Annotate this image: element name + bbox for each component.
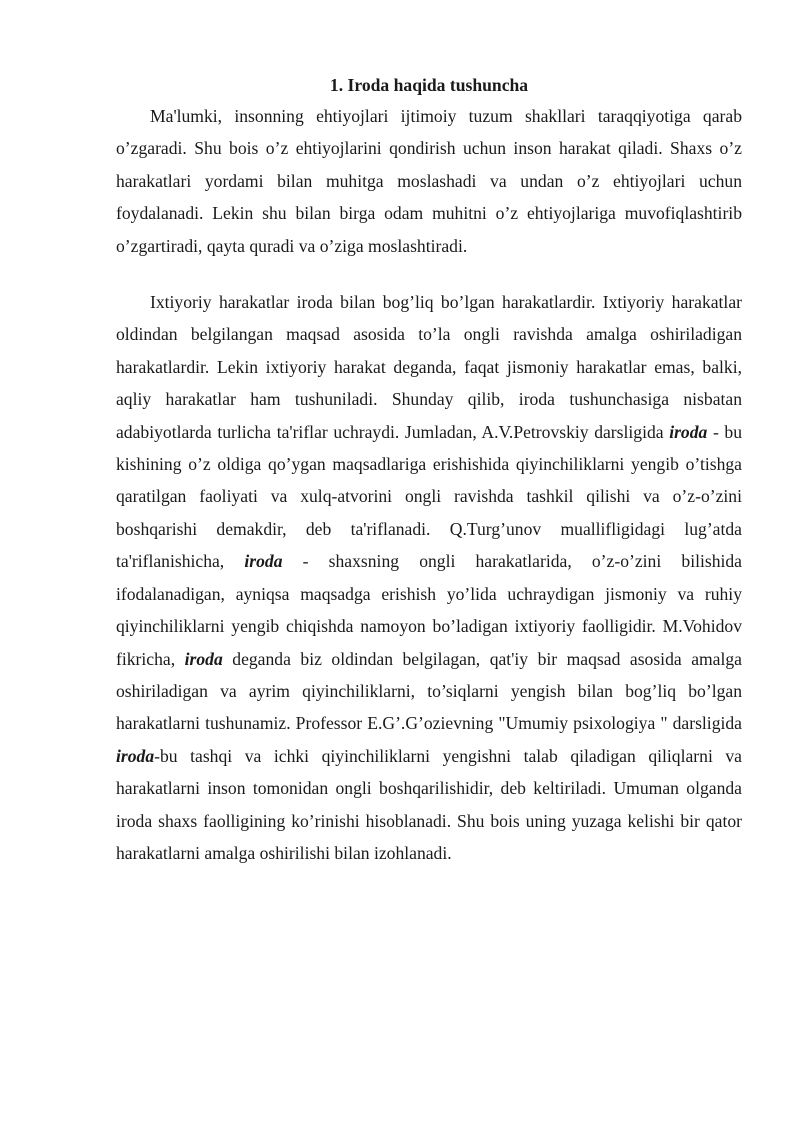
- paragraph-2-text-3: - shaxsning ongli harakatlarida, o’z-o’zini bilishida ifodalanadigan, ayniqsa maqsadga erishish yo’lida uchraydigan jismoniy va ruhiy qiyinchiliklarni yengib chiqishda namoyon bo’ladigan ixtiyoriy faolligidir. M.Vohidov fikricha,: [116, 551, 742, 669]
- document-page: [116, 72, 742, 869]
- paragraph-2-text-4: deganda biz oldindan belgilagan, qat'iy bir maqsad asosida amalga oshiriladigan va ayrim qiyinchiliklarni, to’siqlarni yengish bilan bog’liq bo’lgan harakatlarni tushunamiz. Professor E.G’.G’ozievning "Umumiy psixologiya " darsligida: [116, 648, 742, 734]
- term-iroda-2: iroda: [244, 551, 283, 572]
- paragraph-2: [116, 286, 742, 869]
- paragraph-2-text-5: -bu tashqi va ichki qiyinchiliklarni yengishni talab qiladigan qiliqlarni va harakatlarni inson tomonidan ongli boshqarilishidir, deb keltiriladi. Umuman olganda iroda shaxs faolligining ko’rinishi hisoblanadi. Shu bois uning yuzaga kelishi bir qator harakatlarni amalga oshirilishi bilan izohlanadi.: [116, 745, 742, 863]
- paragraph-1: Ma'lumki, insonning ehtiyojlari ijtimoiy tuzum shakllari taraqqiyotiga qarab o’zgaradi. Shu bois o’z ehtiyojlarini qondirish uchun inson harakat qiladi. Shaxs o’z harakatlari yordami bilan muhitga moslashadi va undan o’z ehtiyojlari uchun foydalanadi. Lekin shu bilan birga odam muhitni o’z ehtiyojlariga muvofiqlashtirib o’zgartiradi, qayta quradi va o’ziga moslashtiradi.: [116, 106, 742, 256]
- paragraph-2-text-1: Ixtiyoriy harakatlar iroda bilan bog’liq bo’lgan harakatlardir. Ixtiyoriy harakatlar oldindan belgilangan maqsad asosida to’la ongli ravishda amalga oshiriladigan harakatlardir. Lekin ixtiyoriy harakat deganda, faqat jismoniy harakatlar emas, balki, aqliy harakatlar ham tushuniladi. Shunday qilib, iroda tushunchasiga nisbatan adabiyotlarda turlicha ta'riflar uchraydi. Jumladan, A.V.Petrovskiy darsligida: [116, 292, 742, 442]
- paragraph-2-text-2: - bu kishining o’z oldiga qo’ygan maqsadlariga erishishida qiyinchiliklarni yengib o’tishga qaratilgan faoliyati va xulq-atvorini ongli ravishda tashkil qilishi va o’z-o’zini boshqarishi demakdir, deb ta'riflanadi. Q.Turg’unov muallifligidagi lug’atda ta'riflanishicha,: [116, 421, 743, 572]
- term-iroda-3: iroda: [184, 648, 223, 669]
- term-iroda-1: iroda: [669, 421, 708, 442]
- section-title: 1. Iroda haqida tushuncha: [329, 75, 529, 95]
- term-iroda-4: iroda: [116, 745, 155, 766]
